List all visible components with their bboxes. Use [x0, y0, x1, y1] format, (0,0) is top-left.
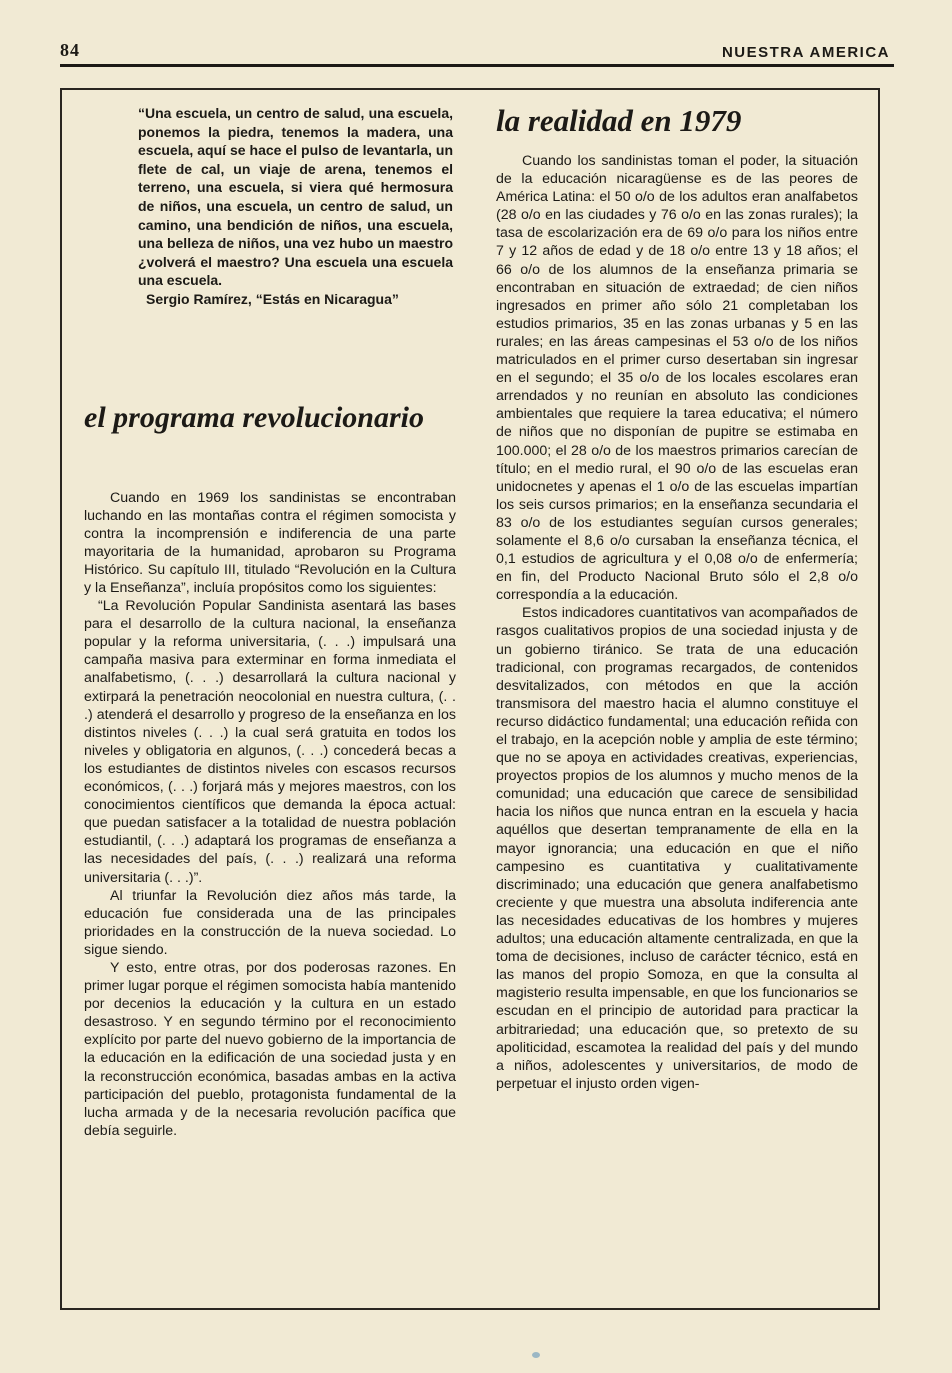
paragraph: Al triunfar la Revolución diez años más tarde, la educación fue considerada una de las principales prioridades en la construcción de la nueva sociedad. Lo sigue siendo.: [84, 887, 456, 958]
page-number: 84: [60, 40, 80, 60]
section-body-realidad: [496, 152, 858, 1093]
paper-speck: [532, 1352, 540, 1358]
running-title: NUESTRA AMERICA: [721, 44, 890, 61]
paragraph: Cuando en 1969 los sandinistas se encontraban luchando en las montañas contra el régimen somocista y contra la incomprensión e indiferencia de una parte mayoritaria de la humanidad, aprobaron su Programa Histórico. Su capítulo III, titulado “Revolución en la Cultura y la Enseñanza”, incluía propósitos como los siguientes:: [84, 489, 456, 596]
right-column: [496, 104, 858, 1093]
section-title-realidad: la realidad en 1979: [496, 103, 742, 138]
left-column: [84, 104, 456, 1140]
paragraph: Cuando los sandinistas toman el poder, la situación de la educación nicaragüense es de las peores de América Latina: el 50 o/o de los adultos eran analfabetos (28 o/o en las ciudades y 76 o/o en las zonas rurales); la tasa de escolarización era de 69 o/o para los niños entre 7 y 12 años de edad y de 18 o/o entre 13 y 18 años; el 66 o/o de los alumnos de la enseñanza primaria se encontraban en situación de extraedad; de cien niños ingresados en primer año sólo 21 completaban los estudios primarios, 35 en las zonas urbanas y 5 en las rurales; en las áreas campesinas el 53 o/o de los niños matriculados en el primer curso desertaban sin ingresar en el segundo; el 35 o/o de los locales escolares eran arrendados y no reunían en absoluto las condiciones ambientales que requiere la tarea educativa; el número de niños que no disponían de pupitre se estimaba en 100.000; el 28 o/o de los maestros primarios carecían de título; en el medio rural, el 90 o/o de las escuelas eran unidocnetes y apenas el 1 o/o de las escuelas impartían los seis cursos primarios; en la enseñanza secundaria el 83 o/o de los estudiantes seguían cursos generales; solamente el 8,6 o/o cursaban la enseñanza técnica, el 0,1 estudios de agricultura y el 0,08 o/o de enfermería; en fin, del Producto Nacional Bruto sólo el 2,8 o/o correspondía a la educación.: [496, 153, 858, 604]
paragraph-quote: “La Revolución Popular Sandinista asentará las bases para el desarrollo de la cultura nacional, la enseñanza popular y la reforma universitaria, (. . .) impulsará una campaña masiva para exterminar en forma inmediata el analfabetismo, (. . .) desarrollará la cultura nacional y extirpará la penetración neocolonial en nuestra cultura, (. . .) atenderá el desarrollo y progreso de la enseñanza en los distintos niveles (. . .) la cual será gratuita en todos los niveles y obligatoria en algunos, (. . .) concederá becas a los estudiantes de distintos niveles con escasos recursos económicos, (. . .) forjará más y mejores maestros, con los conocimientos científicos que demanda la época actual: que puedan satisfacer a la totalidad de nuestra población estudiantil, (. . .) adaptará los programas de enseñanza a las necesidades del país, (. . .) realizará una reforma universitaria (. . .)”.: [84, 598, 456, 886]
section-title-programa: el programa revolucionario: [84, 400, 425, 434]
header-rule: [60, 64, 894, 67]
epigraph-text: “Una escuela, un centro de salud, una escuela, ponemos la piedra, tenemos la madera, una escuela, aquí se hace el pulso de levantarla, un flete de cal, un viaje de arena, tenemos el terreno, una escuela, si viera qué hermosura de niños, una escuela, un centro de salud, un camino, una bendición de niños, una escuela, una belleza de niños, una vez hubo un maestro ¿volverá el maestro? Una escuela una escuela una escuela.: [138, 105, 453, 289]
section-body-programa: [84, 489, 456, 1140]
epigraph-attribution: Sergio Ramírez, “Estás en Nicaragua”: [146, 290, 399, 307]
paragraph: Estos indicadores cuantitativos van acompañados de rasgos cualitativos propios de una sociedad injusta y de un gobierno tiránico. Se trata de una educación tradicional, con programas recargados, de contenidos desvitalizados, con métodos en que la acción transmisora del maestro hacia el alumno constituye el recurso didáctico fundamental; una educación reñida con el trabajo, en la acepción noble y amplia de este término; que no se apoya en actividades creativas, experiencias, proyectos propios de los alumnos y mucho menos de la comunidad; una educación que carece de sensibilidad hacia los niños que nunca entran en la escuela y hacia aquéllos que desertan tempranamente de ella en la mayor ignorancia; una educación en que el niño campesino es cuantitativa y cualitativamente discriminado; una educación que genera analfabetismo creciente y que muestra una absoluta indiferencia ante las necesidades educativas de los hombres y mujeres adultos; una educación altamente centralizada, en que la toma de decisiones, incluso de carácter técnico, está en las manos del propio Somoza, en que la consulta al magisterio resulta impensable, en que los funcionarios se escudan en el principio de autoridad para practicar la arbitrariedad; una educación que, so pretexto de su apoliticidad, escamotea la realidad del país y del mundo a niños, adolescentes y universitarios, de modo de perpetuar el injusto orden vigen-: [496, 605, 858, 1092]
paragraph: Y esto, entre otras, por dos poderosas razones. En primer lugar porque el régimen somocista había mantenido por decenios la educación y la cultura en un estado desastroso. Y en segundo término por el reconocimiento explícito por parte del nuevo gobierno de la importancia de la educación en la edificación de una sociedad justa y en la reconstrucción económica, basadas ambas en la activa participación del pueblo, protagonista fundamental de la lucha armada y de la necesaria revolución pacífica que debía seguirle.: [84, 959, 456, 1139]
epigraph: [138, 104, 453, 290]
